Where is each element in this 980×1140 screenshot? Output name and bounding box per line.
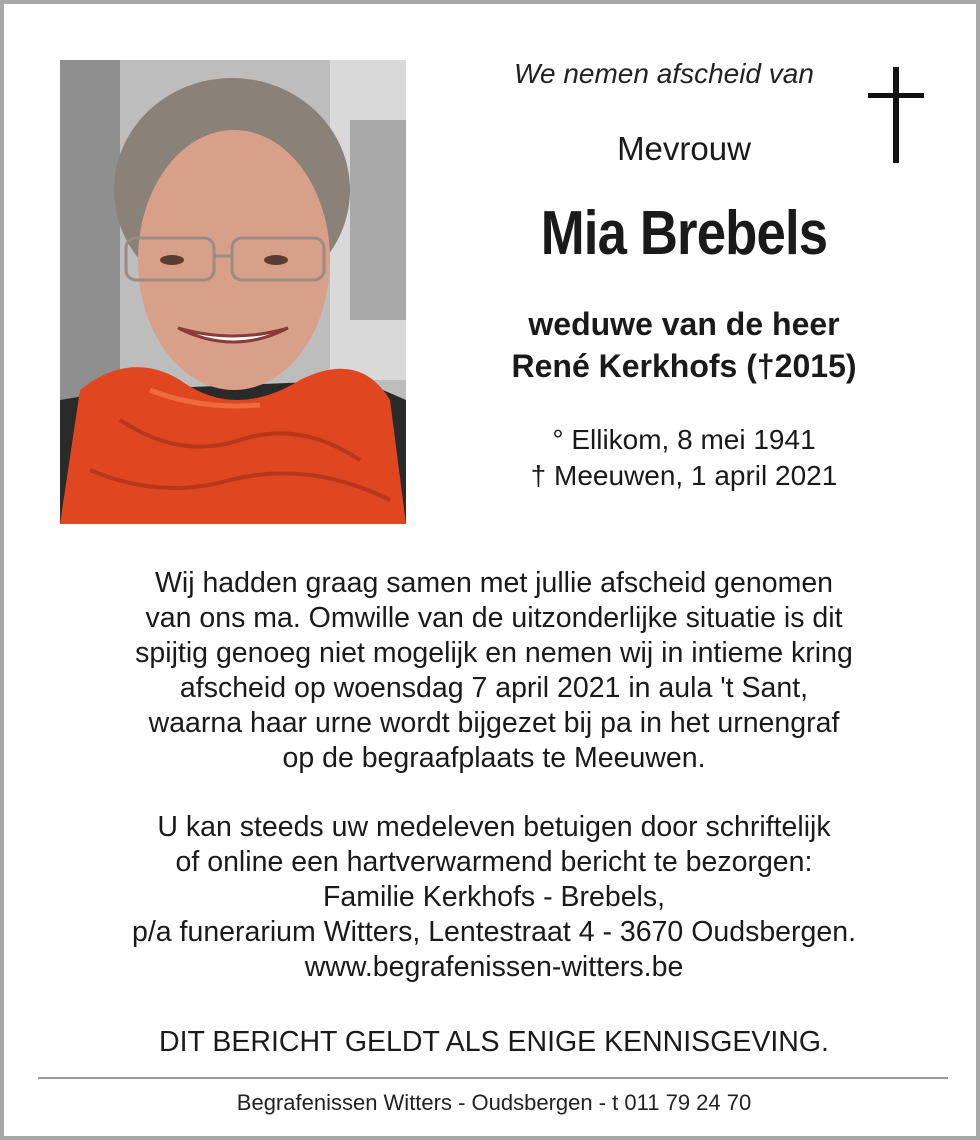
portrait-illustration [60,60,406,524]
message-body [44,566,944,985]
website-line: www.begrafenissen-witters.be [304,951,684,983]
spouse-line-2: René Kerkhofs (†2015) [511,348,857,384]
message-line: op de begraafplaats te Meeuwen. [282,742,706,774]
message-line: U kan steeds uw medeleven betuigen door schriftelijk [157,811,831,843]
message-line: waarna haar urne wordt bijgezet bij pa in het urnengraf [148,707,840,739]
paragraph-gap [44,776,944,810]
message-line: afscheid op woensdag 7 april 2021 in aula 't Sant, [179,672,809,704]
cross-horizontal [868,93,924,98]
honorific: Mevrouw [617,130,751,167]
portrait-photo [60,60,406,524]
funeral-home-footer: Begrafenissen Witters - Oudsbergen - t 011 79 24 70 [236,1090,752,1115]
message-line: spijtig genoeg niet mogelijk en nemen wij in intieme kring [135,637,853,669]
death-info: † Meeuwen, 1 april 2021 [530,460,838,491]
footer-divider [38,1077,948,1079]
message-line: of online een hartverwarmend bericht te bezorgen: [175,846,813,878]
sole-notice-text: DIT BERICHT GELDT ALS ENIGE KENNISGEVING. [159,1026,829,1058]
spouse-line-1: weduwe van de heer [528,306,840,342]
message-line: Wij hadden graag samen met jullie afscheid genomen [154,567,834,599]
intro-text: We nemen afscheid van [514,58,814,89]
message-line: Familie Kerkhofs - Brebels, [322,881,666,913]
message-line: p/a funerarium Witters, Lentestraat 4 - 3670 Oudsbergen. [132,916,856,948]
deceased-name: Mia Brebels [540,199,828,268]
birth-info: ° Ellikom, 8 mei 1941 [552,424,816,455]
message-line: van ons ma. Omwille van de uitzonderlijke situatie is dit [145,602,843,634]
